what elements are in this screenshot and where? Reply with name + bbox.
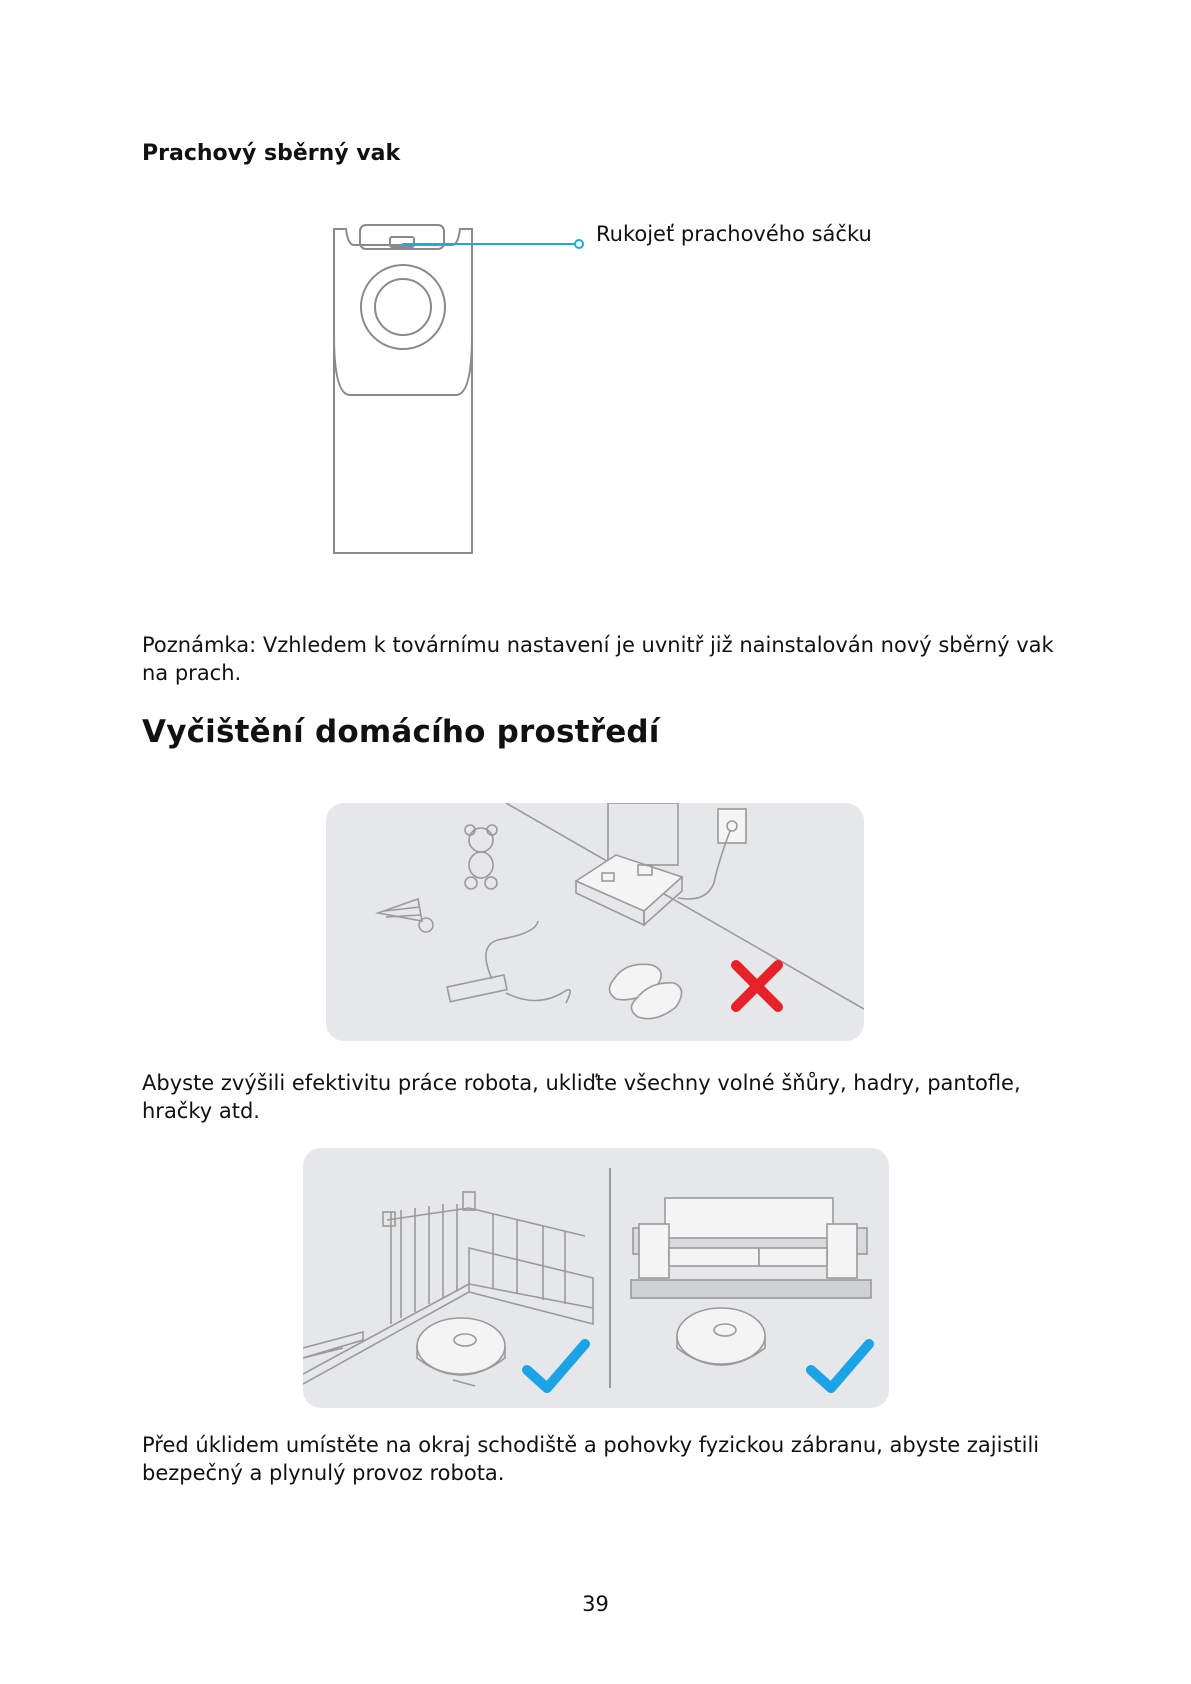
barrier-illustration [303, 1148, 889, 1408]
page-number: 39 [582, 1592, 609, 1616]
barrier-paragraph: Před úklidem umístěte na okraj schodiště a pohovky fyzickou zábranu, abyste zajistili bezpečný a plynulý provoz robota. [142, 1433, 1040, 1485]
tidy-paragraph: Abyste zvýšili efektivitu práce robota, ukliďte všechny volné šňůry, hadry, pantofle, hračky atd. [142, 1071, 1021, 1123]
subsection-heading-dust-bag: Prachový sběrný vak [142, 141, 401, 166]
note-paragraph: Poznámka: Vzhledem k továrnímu nastavení je uvnitř již nainstalován nový sběrný vak na prach. [142, 633, 1054, 685]
callout-dot [575, 240, 583, 248]
section-heading-clean-environment: Vyčištění domácího prostředí [142, 714, 660, 750]
clutter-illustration [326, 803, 864, 1041]
callout-label: Rukojeť prachového sáčku [596, 222, 872, 246]
dust-bag-illustration [320, 215, 600, 560]
